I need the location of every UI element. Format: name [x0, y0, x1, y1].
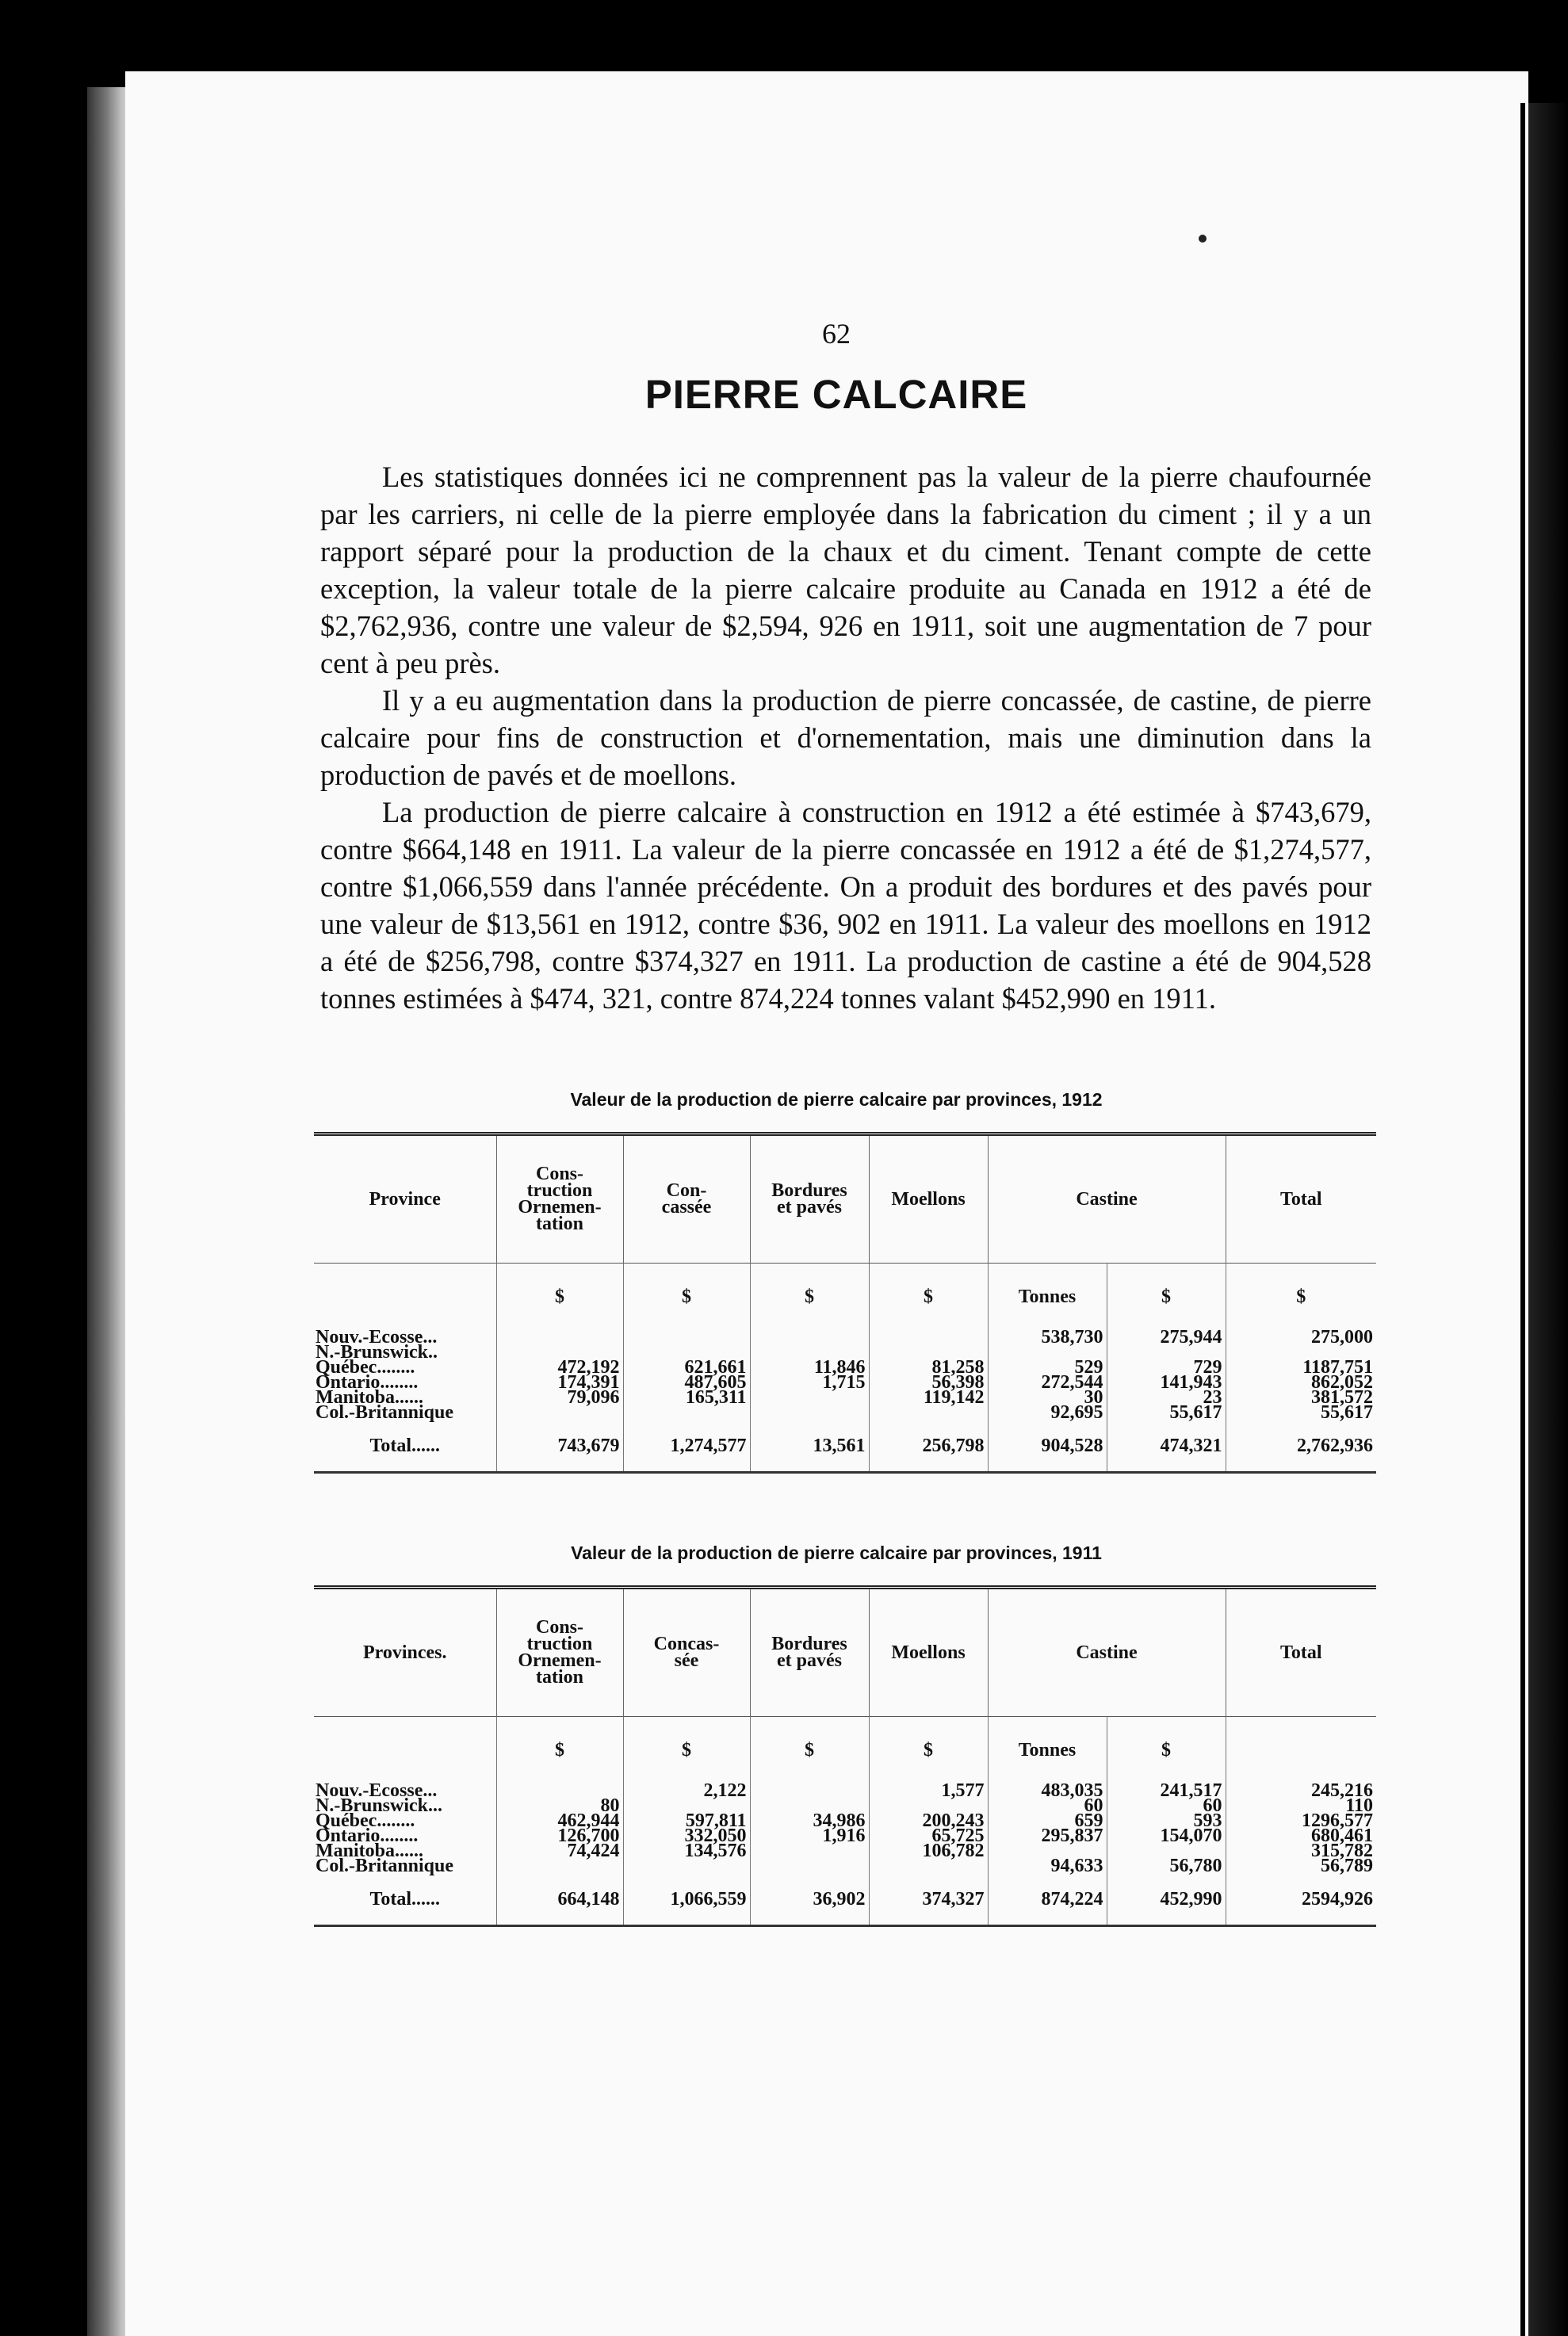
- value-cell: 56,398: [869, 1375, 988, 1390]
- value-cell: 134,576: [623, 1844, 750, 1859]
- province-cell: Manitoba......: [314, 1390, 496, 1405]
- ink-dot: [1199, 235, 1207, 243]
- value-cell: 487,605: [623, 1375, 750, 1390]
- value-cell: 315,782: [1311, 1841, 1373, 1861]
- value-cell: 80: [496, 1799, 623, 1814]
- col-header-total: Total: [1280, 1642, 1322, 1663]
- value-cell: 241,517: [1107, 1784, 1226, 1799]
- unit-cell: $: [623, 1717, 750, 1784]
- table-1911: [314, 1585, 1376, 1927]
- value-cell: 462,944: [496, 1814, 623, 1829]
- value-cell: 34,986: [750, 1814, 869, 1829]
- table-row: [314, 1859, 1376, 1874]
- unit-cell: $: [1107, 1717, 1226, 1784]
- page-title: PIERRE CALCAIRE: [644, 372, 1028, 417]
- right-margin: [1528, 103, 1568, 2336]
- value-cell: 55,617: [1321, 1402, 1373, 1423]
- province-cell: N.-Brunswick..: [314, 1345, 496, 1360]
- value-cell: [750, 1405, 869, 1420]
- value-cell: 110: [1345, 1795, 1373, 1816]
- province-cell: Nouv.-Ecosse...: [314, 1784, 496, 1799]
- province-cell: Québec........: [314, 1360, 496, 1375]
- value-cell: 538,730: [988, 1330, 1107, 1345]
- unit-cell: [314, 1264, 496, 1331]
- unit-cell: Tonnes: [988, 1717, 1107, 1784]
- total-cell: 2,762,936: [1297, 1435, 1373, 1456]
- unit-cell: $: [1107, 1264, 1226, 1331]
- paragraph-3: La production de pierre calcaire à construction en 1912 a été estimée à $743,679, contre $664,148 en 1911. La valeur de la pierre concassée en 1912 a été de $1,274,577, contre $1,066,559 dans l'année précédente. On a produit des bordures et des pavés pour une valeur de $13,561 en 1912, contre $36, 902 en 1911. La valeur des moellons en 1912 a été de $256,798, contre $374,327 en 1911. La production de castine a été de 904,528 tonnes estimées à $474, 321, contre 874,224 tonnes valant $452,990 en 1911.: [320, 796, 1371, 1015]
- total-cell: 904,528: [988, 1420, 1107, 1473]
- col-header-concassee: [623, 1134, 750, 1264]
- header-text: Cons- truction Ornemen- tation: [518, 1164, 602, 1234]
- table-1912-caption: Valeur de la production de pierre calcaire par provinces, 1912: [570, 1089, 1103, 1110]
- body-text: [320, 458, 1371, 1017]
- unit-cell: $: [1296, 1286, 1306, 1307]
- unit-cell: Tonnes: [988, 1264, 1107, 1331]
- total-label: Total......: [314, 1874, 496, 1926]
- value-cell: [869, 1330, 988, 1345]
- value-cell: 729: [1107, 1360, 1226, 1375]
- value-cell: 593: [1107, 1814, 1226, 1829]
- total-cell: 13,561: [750, 1420, 869, 1473]
- value-cell: 23: [1107, 1390, 1226, 1405]
- col-header-castine: Castine: [988, 1588, 1226, 1717]
- value-cell: 680,461: [1311, 1826, 1373, 1846]
- value-cell: 1,916: [750, 1829, 869, 1844]
- value-cell: 55,617: [1107, 1405, 1226, 1420]
- value-cell: [496, 1330, 623, 1345]
- col-header-province: Province: [314, 1134, 496, 1264]
- value-cell: 275,944: [1107, 1330, 1226, 1345]
- unit-cell: $: [869, 1717, 988, 1784]
- total-cell: 256,798: [869, 1420, 988, 1473]
- table-row: [314, 1829, 1376, 1844]
- value-cell: 597,811: [623, 1814, 750, 1829]
- unit-cell: $: [869, 1264, 988, 1331]
- header-text: Bordures et pavés: [771, 1634, 847, 1671]
- header-text: Con- cassée: [661, 1180, 712, 1218]
- value-cell: 79,096: [496, 1390, 623, 1405]
- value-cell: 11,846: [750, 1360, 869, 1375]
- province-cell: Ontario........: [314, 1375, 496, 1390]
- province-cell: Col.-Britannique: [314, 1859, 496, 1874]
- col-header-total: Total: [1280, 1188, 1322, 1210]
- value-cell: 119,142: [869, 1390, 988, 1405]
- value-cell: 74,424: [496, 1844, 623, 1859]
- header-text: Concas- sée: [653, 1634, 720, 1671]
- col-header-castine: Castine: [988, 1134, 1226, 1264]
- col-header-moellons: Moellons: [869, 1588, 988, 1717]
- col-header-province: Provinces.: [314, 1588, 496, 1717]
- table-1912: [314, 1132, 1376, 1474]
- unit-cell: $: [750, 1717, 869, 1784]
- value-cell: 472,192: [496, 1360, 623, 1375]
- value-cell: 659: [988, 1814, 1107, 1829]
- value-cell: 2,122: [623, 1784, 750, 1799]
- total-row: [314, 1420, 1376, 1473]
- value-cell: 165,311: [623, 1390, 750, 1405]
- value-cell: 275,000: [1311, 1327, 1373, 1348]
- value-cell: [750, 1859, 869, 1874]
- value-cell: 30: [988, 1390, 1107, 1405]
- value-cell: 174,391: [496, 1375, 623, 1390]
- value-cell: 621,661: [623, 1360, 750, 1375]
- province-cell: Québec........: [314, 1814, 496, 1829]
- page-number: 62: [822, 318, 851, 350]
- value-cell: 94,633: [988, 1859, 1107, 1874]
- total-cell: 2594,926: [1302, 1888, 1373, 1910]
- col-header-construction: [496, 1134, 623, 1264]
- value-cell: 483,035: [988, 1784, 1107, 1799]
- header-text: Bordures et pavés: [771, 1180, 847, 1218]
- col-header-bordures: [750, 1588, 869, 1717]
- value-cell: 332,050: [623, 1829, 750, 1844]
- value-cell: 81,258: [869, 1360, 988, 1375]
- value-cell: 56,789: [1321, 1856, 1373, 1876]
- province-cell: Ontario........: [314, 1829, 496, 1844]
- value-cell: 141,943: [1107, 1375, 1226, 1390]
- value-cell: [750, 1784, 869, 1799]
- province-cell: N.-Brunswick...: [314, 1799, 496, 1814]
- col-header-concassee: [623, 1588, 750, 1717]
- unit-cell: [1226, 1717, 1376, 1784]
- paragraph-2: Il y a eu augmentation dans la production de pierre concassée, de castine, de pierre calcaire pour fins de construction et d'ornementation, mais une diminution dans la production de pavés et de moellons.: [320, 684, 1371, 791]
- col-header-construction: [496, 1588, 623, 1717]
- value-cell: 92,695: [988, 1405, 1107, 1420]
- value-cell: 60: [1107, 1799, 1226, 1814]
- value-cell: 60: [988, 1799, 1107, 1814]
- total-cell: 452,990: [1107, 1874, 1226, 1926]
- value-cell: 200,243: [869, 1814, 988, 1829]
- value-cell: 1296,577: [1302, 1810, 1373, 1831]
- value-cell: 1,577: [869, 1784, 988, 1799]
- total-cell: 36,902: [750, 1874, 869, 1926]
- header-text: Cons- truction Ornemen- tation: [518, 1617, 602, 1688]
- unit-cell: $: [623, 1264, 750, 1331]
- paragraph-1: Les statistiques données ici ne comprennent pas la valeur de la pierre chaufournée par les carriers, ni celle de la pierre employée dans la fabrication du ciment ; il y a un rapport séparé pour la production de la chaux et du ciment. Tenant compte de cette exception, la valeur totale de la pierre calcaire produite au Canada en 1912 a été de $2,762,936, contre une valeur de $2,594, 926 en 1911, soit une augmentation de 7 pour cent à peu près.: [320, 461, 1371, 679]
- total-row: [314, 1874, 1376, 1926]
- value-cell: 56,780: [1107, 1859, 1226, 1874]
- province-cell: Nouv.-Ecosse...: [314, 1330, 496, 1345]
- unit-cell: [314, 1717, 496, 1784]
- value-cell: 245,216: [1311, 1780, 1373, 1801]
- total-cell: 1,066,559: [623, 1874, 750, 1926]
- value-cell: 154,070: [1107, 1829, 1226, 1844]
- total-cell: 743,679: [496, 1420, 623, 1473]
- table-row: [314, 1330, 1376, 1345]
- value-cell: 295,837: [988, 1829, 1107, 1844]
- value-cell: 1187,751: [1302, 1357, 1373, 1378]
- table-row: [314, 1405, 1376, 1420]
- value-cell: 106,782: [869, 1844, 988, 1859]
- province-cell: Manitoba......: [314, 1844, 496, 1859]
- value-cell: 529: [988, 1360, 1107, 1375]
- unit-cell: $: [496, 1264, 623, 1331]
- total-cell: 474,321: [1107, 1420, 1226, 1473]
- value-cell: 862,052: [1311, 1372, 1373, 1393]
- value-cell: [623, 1330, 750, 1345]
- table-1911-caption: Valeur de la production de pierre calcaire par provinces, 1911: [571, 1543, 1102, 1563]
- total-cell: 374,327: [869, 1874, 988, 1926]
- value-cell: 272,544: [988, 1375, 1107, 1390]
- value-cell: 1,715: [750, 1375, 869, 1390]
- unit-cell: $: [750, 1264, 869, 1331]
- total-label: Total......: [314, 1420, 496, 1473]
- value-cell: [750, 1330, 869, 1345]
- col-header-moellons: Moellons: [869, 1134, 988, 1264]
- value-cell: 381,572: [1311, 1387, 1373, 1408]
- province-cell: Col.-Britannique: [314, 1405, 496, 1420]
- total-cell: 664,148: [496, 1874, 623, 1926]
- col-header-bordures: [750, 1134, 869, 1264]
- unit-cell: $: [496, 1717, 623, 1784]
- page-right-border: [1520, 103, 1525, 2336]
- total-cell: 1,274,577: [623, 1420, 750, 1473]
- value-cell: 65,725: [869, 1829, 988, 1844]
- total-cell: 874,224: [988, 1874, 1107, 1926]
- value-cell: 126,700: [496, 1829, 623, 1844]
